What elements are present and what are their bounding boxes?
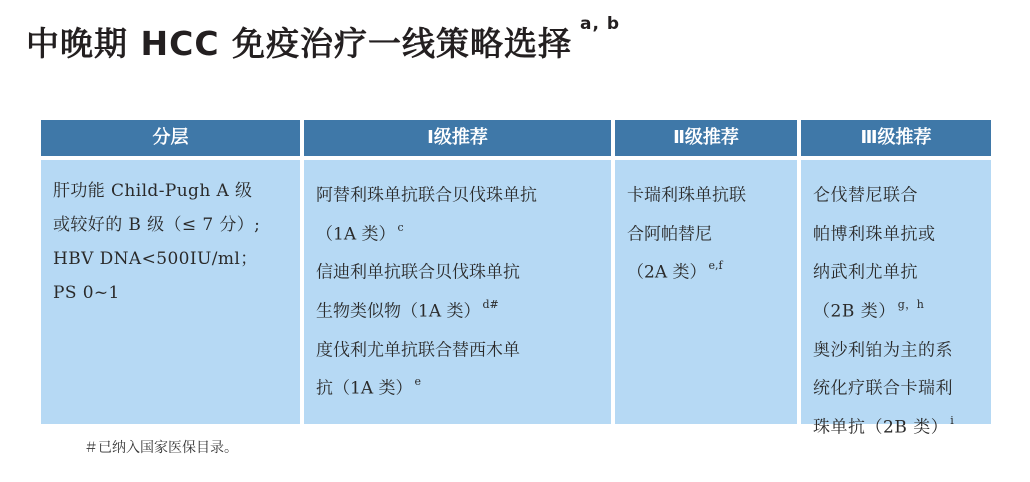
cell-level2 <box>615 160 797 424</box>
stratification-line: HBV DNA<500IU/ml； <box>53 249 258 269</box>
level2-line: 卡瑞利珠单抗联 <box>627 185 746 206</box>
level3-line: 仑伐替尼联合 <box>813 185 918 206</box>
level3-line: 纳武利尤单抗 <box>813 262 918 283</box>
stratification-line: PS 0~1 <box>53 283 120 303</box>
column-level3 <box>801 120 991 438</box>
level1-line: 度伐利尤单抗联合替西木单 <box>316 340 520 361</box>
footnote: ＃已纳入国家医保目录。 <box>84 440 238 456</box>
header-level2: Ⅱ级推荐 <box>615 120 797 156</box>
level3-line: 珠单抗（2B 类） $^i$ <box>813 413 955 438</box>
level3-line: 帕博利珠单抗或 <box>813 224 936 245</box>
level1-line: （1A 类） $^c$ <box>316 220 404 245</box>
stratification-line: 肝功能 Child-Pugh A 级 <box>53 181 253 201</box>
column-stratification <box>41 120 300 424</box>
page-title <box>26 14 621 65</box>
cell-stratification <box>41 160 300 424</box>
header-level1: Ⅰ级推荐 <box>304 120 611 156</box>
level1-line: 生物类似物（1A 类） $^{d\#}$ <box>316 297 499 322</box>
level1-line: 阿替利珠单抗联合贝伐珠单抗 <box>316 185 537 206</box>
column-level1 <box>304 120 611 424</box>
level1-line: 信迪利单抗联合贝伐珠单抗 <box>316 262 520 283</box>
stratification-line: 或较好的 B 级（≤ 7 分）; <box>53 215 261 235</box>
title-text: 中晚期 HCC 免疫治疗一线策略选择 <box>26 24 573 63</box>
level2-line: 合阿帕替尼 <box>627 224 712 245</box>
level3-line: （2B 类） $^{g,h}$ <box>813 297 925 322</box>
level3-line: 奥沙利铂为主的系 <box>813 340 953 361</box>
column-level2 <box>615 120 797 424</box>
level3-line: 统化疗联合卡瑞利 <box>813 378 953 399</box>
cell-level1 <box>304 160 611 424</box>
level1-line: 抗（1A 类） $^e$ <box>316 375 422 399</box>
level2-line: （2A 类） $^{e,f}$ <box>627 259 723 283</box>
cell-level3 <box>801 160 991 438</box>
title-superscript: a, b <box>580 14 621 34</box>
header-level3: Ⅲ级推荐 <box>801 120 991 156</box>
header-stratification: 分层 <box>41 120 300 156</box>
